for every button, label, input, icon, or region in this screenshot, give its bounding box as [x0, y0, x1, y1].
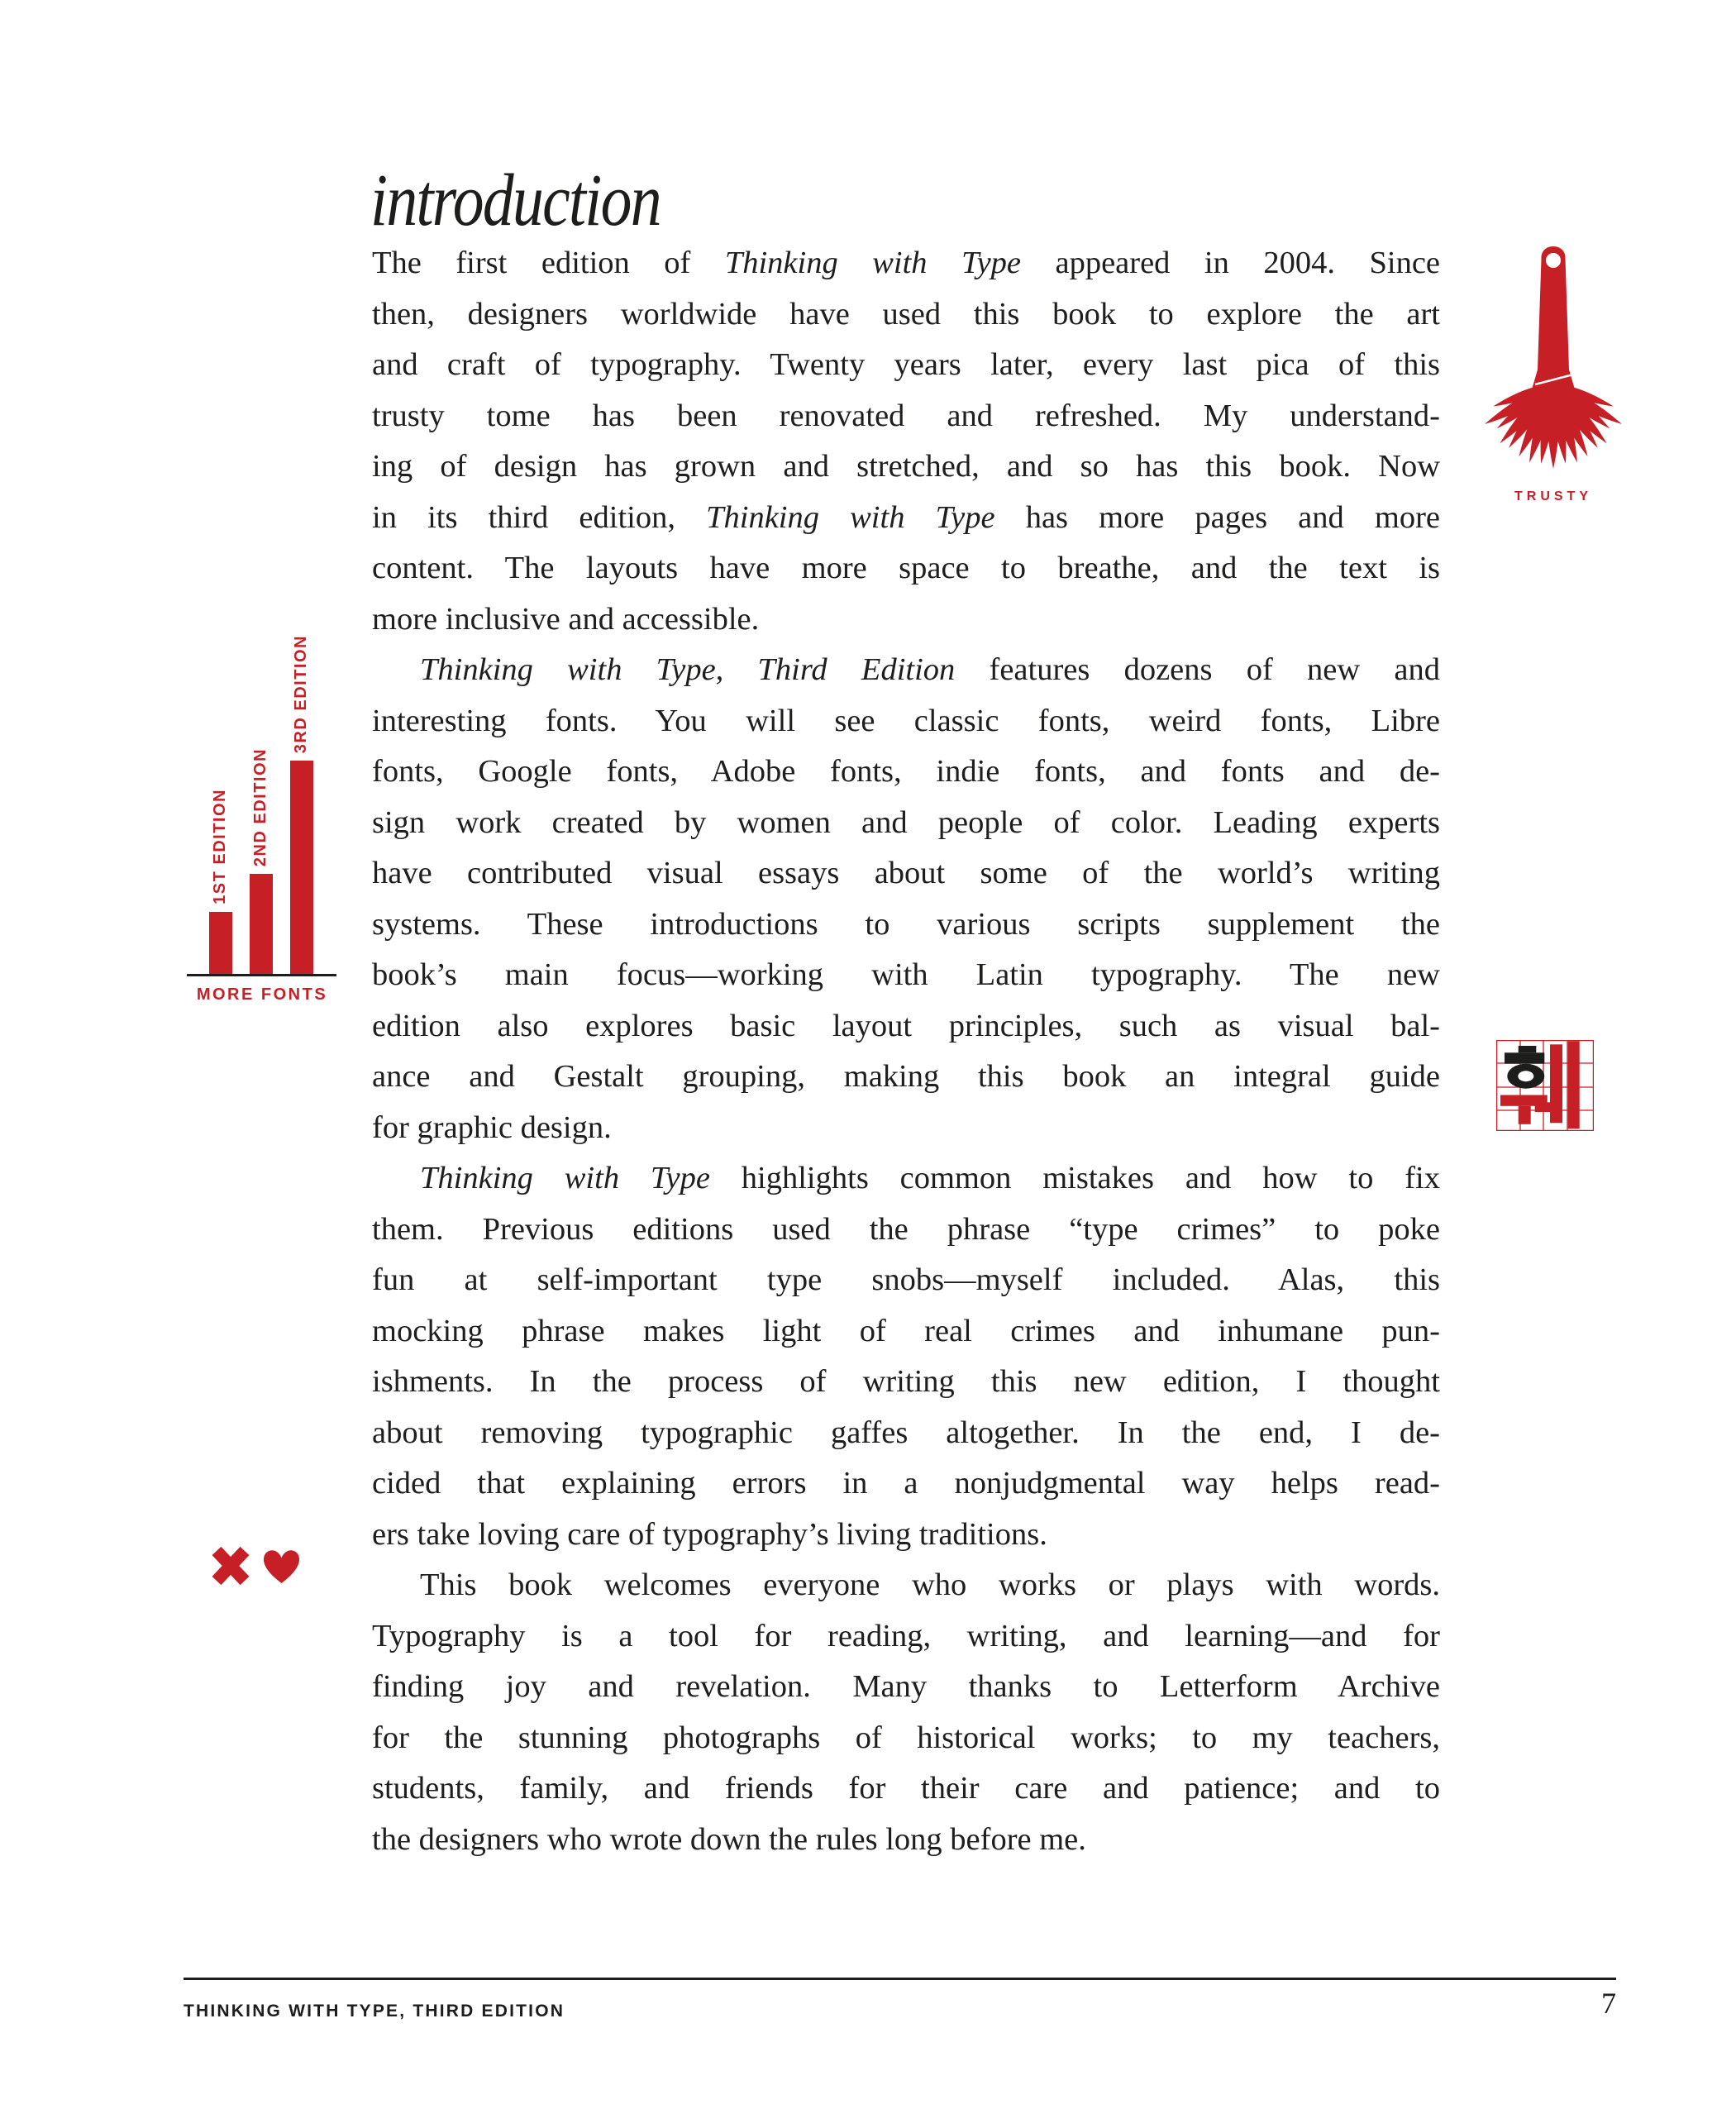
text-line: them. Previous editions used the phrase “type crimes” to poke [372, 1211, 1440, 1247]
chart-bar-1 [209, 789, 232, 974]
text-line: book’s main focus—working with Latin typography. The new [372, 957, 1440, 992]
text-line: students, family, and friends for their care and patience; and to [372, 1771, 1440, 1806]
text-line: content. The layouts have more space to breathe, and the text is [372, 551, 1440, 585]
text-line: Thinking with Type highlights common mistakes and how to fix [420, 1161, 1440, 1195]
hangul-syllable-grid-icon [1496, 1040, 1594, 1131]
footer-rule [184, 1978, 1616, 1980]
text-line: more inclusive and accessible. [372, 601, 760, 637]
footer-book-title: THINKING WITH TYPE, THIRD EDITION [184, 2002, 565, 2021]
text-line: finding joy and revelation. Many thanks to Letterform Archive [372, 1669, 1440, 1704]
text-line: then, designers worldwide have used this book to explore the art [372, 296, 1440, 332]
chart-bar-label: 2ND EDITION [251, 747, 269, 866]
text-line: about removing typographic gaffes altogether. In the end, I de- [372, 1415, 1440, 1450]
text-line: Typography is a tool for reading, writing, and learning—and for [372, 1618, 1440, 1653]
chart-bars [209, 634, 313, 974]
text-line: for graphic design. [372, 1109, 612, 1145]
text-line: ishments. In the process of writing this new edition, I thought [372, 1364, 1440, 1399]
text-line: ers take loving care of typography’s living traditions. [372, 1516, 1047, 1552]
trusty-label: TRUSTY [1514, 489, 1592, 503]
text-line: have contributed visual essays about some of the world’s writing [372, 856, 1440, 890]
text-line: The first edition of Thinking with Type appeared in 2004. Since [372, 246, 1441, 280]
body-text [372, 238, 1440, 1865]
heart-icon [262, 1548, 301, 1585]
fonts-bar-chart [209, 634, 313, 974]
text-line: This book welcomes everyone who works or plays with words. [420, 1567, 1440, 1602]
chart-baseline-rule [187, 974, 336, 976]
text-line: trusty tome has been renovated and refreshed. My understand- [372, 398, 1440, 433]
text-line: for the stunning photographs of historical works; to my teachers, [372, 1720, 1440, 1755]
text-line: edition also explores basic layout principles, such as visual bal- [372, 1008, 1440, 1043]
x-heart-group [211, 1547, 301, 1585]
x-mark-icon [211, 1547, 250, 1585]
chart-bar-3 [290, 634, 313, 974]
text-line: ing of design has grown and stretched, and so has this book. Now [372, 449, 1440, 484]
chart-caption: MORE FONTS [196, 985, 328, 1004]
text-line: cided that explaining errors in a nonjudgmental way helps read- [372, 1466, 1440, 1501]
text-line: systems. These introductions to various scripts supplement the [372, 906, 1440, 942]
chart-bar-label: 1ST EDITION [211, 789, 229, 904]
text-line: Thinking with Type, Third Edition features dozens of new and [420, 652, 1440, 687]
feather-duster-icon [1481, 244, 1626, 475]
page-number: 7 [1601, 1987, 1616, 2020]
text-line: sign work created by women and people of color. Leading experts [372, 804, 1440, 840]
chart-bar-label: 3RD EDITION [292, 634, 310, 753]
text-line: the designers who wrote down the rules long before me. [372, 1821, 1086, 1857]
text-line: interesting fonts. You will see classic fonts, weird fonts, Libre [372, 703, 1440, 738]
text-line: and craft of typography. Twenty years later, every last pica of this [372, 347, 1440, 382]
text-line: in its third edition, Thinking with Type has more pages and more [372, 499, 1441, 535]
text-line: ance and Gestalt grouping, making this book an integral guide [372, 1059, 1440, 1094]
text-line: fun at self-important type snobs—myself included. Alas, this [372, 1262, 1440, 1297]
chart-bar-2 [250, 747, 273, 974]
page-title: introduction [370, 160, 661, 242]
text-line: mocking phrase makes light of real crimes and inhumane pun- [372, 1313, 1440, 1348]
text-line: fonts, Google fonts, Adobe fonts, indie fonts, and fonts and de- [372, 754, 1440, 789]
